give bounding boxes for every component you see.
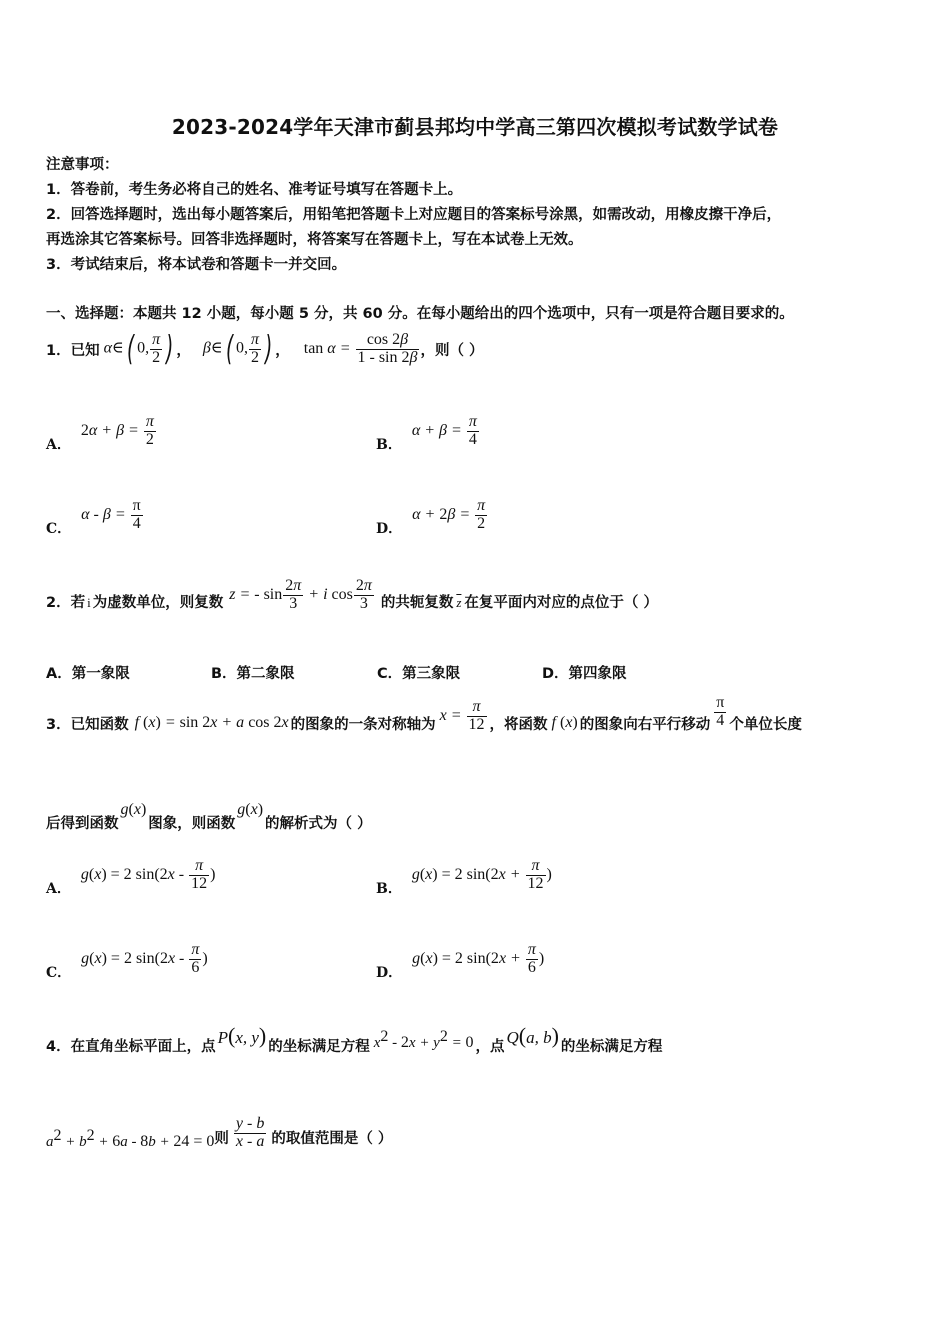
q3-text-1: 的图象的一条对称轴为 bbox=[290, 716, 436, 733]
q2-option-b[interactable]: B．第二象限 bbox=[211, 666, 295, 682]
q3-gx-1: g(x) bbox=[120, 801, 147, 818]
notice-item-3: 3．考试结束后，将本试卷和答题卡一并交回。 bbox=[46, 257, 347, 273]
q1-tan-equation: tan α = $\frac{\cos 2\beta}{1 - \sin 2\beta}$ bbox=[303, 330, 418, 366]
q3-line2-text-1: 后得到函数 bbox=[46, 815, 119, 832]
question-2 bbox=[46, 578, 658, 624]
q3-option-a-formula: g(x) = 2 sin(2x - $\frac{\pi}{12}$ ) bbox=[80, 856, 216, 892]
notice-item-2: 2．回答选择题时，选出每小题答案后，用铅笔把答题卡上对应题目的答案标号涂黑，如需改动，用橡皮擦干净后， bbox=[46, 207, 782, 223]
q1-option-a[interactable] bbox=[46, 412, 157, 458]
q3-option-c-label: C． bbox=[46, 965, 72, 981]
q4-line2-text-2: 的取值范围是（ ） bbox=[271, 1130, 393, 1147]
q4-circle-equation: $x^2 - 2x + y^2 = 0$ bbox=[373, 1028, 474, 1051]
q1-option-a-label: A． bbox=[46, 437, 71, 453]
q2-option-d[interactable]: D．第四象限 bbox=[542, 666, 627, 682]
q3-option-b-formula: g(x) = 2 sin(2x + $\frac{\pi}{12}$ ) bbox=[411, 856, 552, 892]
q4-second-equation: $a^2 + b^2 + 6a - 8b + 24 = 0$ bbox=[46, 1127, 215, 1150]
q4-ratio-fraction: $\frac{y - b}{x - a}$ bbox=[235, 1114, 265, 1150]
q3-option-a[interactable] bbox=[46, 856, 215, 902]
notice-heading: 注意事项： bbox=[46, 157, 119, 173]
q4-prefix: 4．在直角坐标平面上，点 bbox=[46, 1038, 216, 1055]
q3-option-c[interactable] bbox=[46, 940, 208, 986]
q1-comma-1: ， bbox=[176, 342, 191, 359]
q1-alpha-range: α∈( 0, $\frac{\pi}{2}$ ) bbox=[103, 329, 174, 369]
q1-suffix: ，则（ ） bbox=[420, 342, 484, 359]
q1-option-c[interactable] bbox=[46, 496, 144, 542]
q3-text-4: 个单位长度 bbox=[729, 716, 802, 733]
q3-fx: f (x) bbox=[551, 714, 578, 731]
q4-point-p: P(x, y) bbox=[217, 1023, 267, 1048]
q2-text-2: 的共轭复数 bbox=[380, 594, 454, 611]
q3-option-d-formula: g(x) = 2 sin(2x + $\frac{\pi}{6}$ ) bbox=[412, 940, 545, 976]
q3-option-d[interactable] bbox=[376, 940, 544, 986]
q3-text-2: ，将函数 bbox=[489, 716, 548, 733]
q3-option-c-formula: g(x) = 2 sin(2x - $\frac{\pi}{6}$ ) bbox=[81, 940, 208, 976]
q2-i-symbol: i bbox=[87, 595, 91, 610]
q4-text-2: ，点 bbox=[475, 1038, 505, 1055]
q1-option-d[interactable] bbox=[376, 496, 488, 542]
q2-option-a[interactable]: A．第一象限 bbox=[46, 666, 130, 682]
notice-item-1: 1．答卷前，考生务必将自己的姓名、准考证号填写在答题卡上。 bbox=[46, 182, 463, 198]
q1-option-a-formula: 2α + β = $\frac{\pi}{2}$ bbox=[80, 412, 154, 448]
q3-option-a-label: A． bbox=[46, 881, 71, 897]
q1-option-c-formula: α - β = $\frac{\pi}{4}$ bbox=[81, 496, 141, 532]
q1-option-d-label: D． bbox=[376, 521, 403, 537]
q3-option-b[interactable] bbox=[376, 856, 552, 902]
question-4-line-2 bbox=[46, 1110, 392, 1160]
q2-zbar-symbol: $\overline{z}$ bbox=[456, 595, 462, 610]
q2-prefix: 2．若 bbox=[46, 594, 86, 611]
q1-option-b[interactable] bbox=[376, 412, 480, 458]
notice-item-2-cont: 再选涂其它答案标号。回答非选择题时，将答案写在答题卡上，写在本试卷上无效。 bbox=[46, 232, 583, 248]
q3-gx-2: g(x) bbox=[237, 801, 264, 818]
q3-text-3: 的图象向右平行移动 bbox=[579, 716, 711, 733]
q2-suffix: 在复平面内对应的点位于（ ） bbox=[464, 594, 658, 611]
q3-axis-formula: x = $\frac{\pi}{12}$ bbox=[439, 697, 485, 733]
question-3-line-2 bbox=[46, 795, 372, 835]
page-title: 2023-2024学年天津市蓟县邦均中学高三第四次模拟考试数学试卷 bbox=[171, 115, 779, 139]
q3-shift-fraction: $\frac{\pi}{4}$ bbox=[716, 693, 725, 729]
q2-z-formula: z = - sin $\frac{2\pi}{3}$ + i cos $\frac{2\pi}{3}$ bbox=[229, 576, 372, 612]
q3-line2-text-2: 图象，则函数 bbox=[148, 815, 236, 832]
q3-prefix: 3．已知函数 bbox=[46, 716, 129, 733]
q2-text-1: 为虚数单位，则复数 bbox=[92, 594, 224, 611]
q1-option-b-label: B． bbox=[376, 437, 402, 453]
q1-option-c-label: C． bbox=[46, 521, 72, 537]
q3-f-definition: f (x) = sin 2x + a cos 2x bbox=[134, 714, 289, 731]
q2-option-c[interactable]: C．第三象限 bbox=[377, 666, 461, 682]
q1-prefix: 1．已知 bbox=[46, 342, 100, 359]
q4-line2-text-1: 则 bbox=[214, 1130, 229, 1147]
q3-option-d-label: D． bbox=[376, 965, 403, 981]
q3-line2-text-3: 的解析式为（ ） bbox=[265, 815, 372, 832]
section-heading: 一、选择题：本题共 12 小题，每小题 5 分，共 60 分。在每小题给出的四个选项中，只有一项是符合题目要求的。 bbox=[46, 306, 794, 322]
question-1 bbox=[46, 326, 484, 372]
q3-option-b-label: B． bbox=[376, 881, 402, 897]
question-4 bbox=[46, 1020, 662, 1060]
q4-text-1: 的坐标满足方程 bbox=[268, 1038, 370, 1055]
q1-comma-2: ， bbox=[275, 342, 290, 359]
question-3 bbox=[46, 693, 802, 748]
q4-point-q: Q(a, b) bbox=[506, 1023, 559, 1048]
q4-text-3: 的坐标满足方程 bbox=[560, 1038, 663, 1055]
q1-option-b-formula: α + β = $\frac{\pi}{4}$ bbox=[411, 412, 477, 448]
q1-beta-range: β∈( 0, $\frac{\pi}{2}$ ) bbox=[202, 329, 273, 369]
q1-option-d-formula: α + 2β = $\frac{\pi}{2}$ bbox=[412, 496, 486, 532]
